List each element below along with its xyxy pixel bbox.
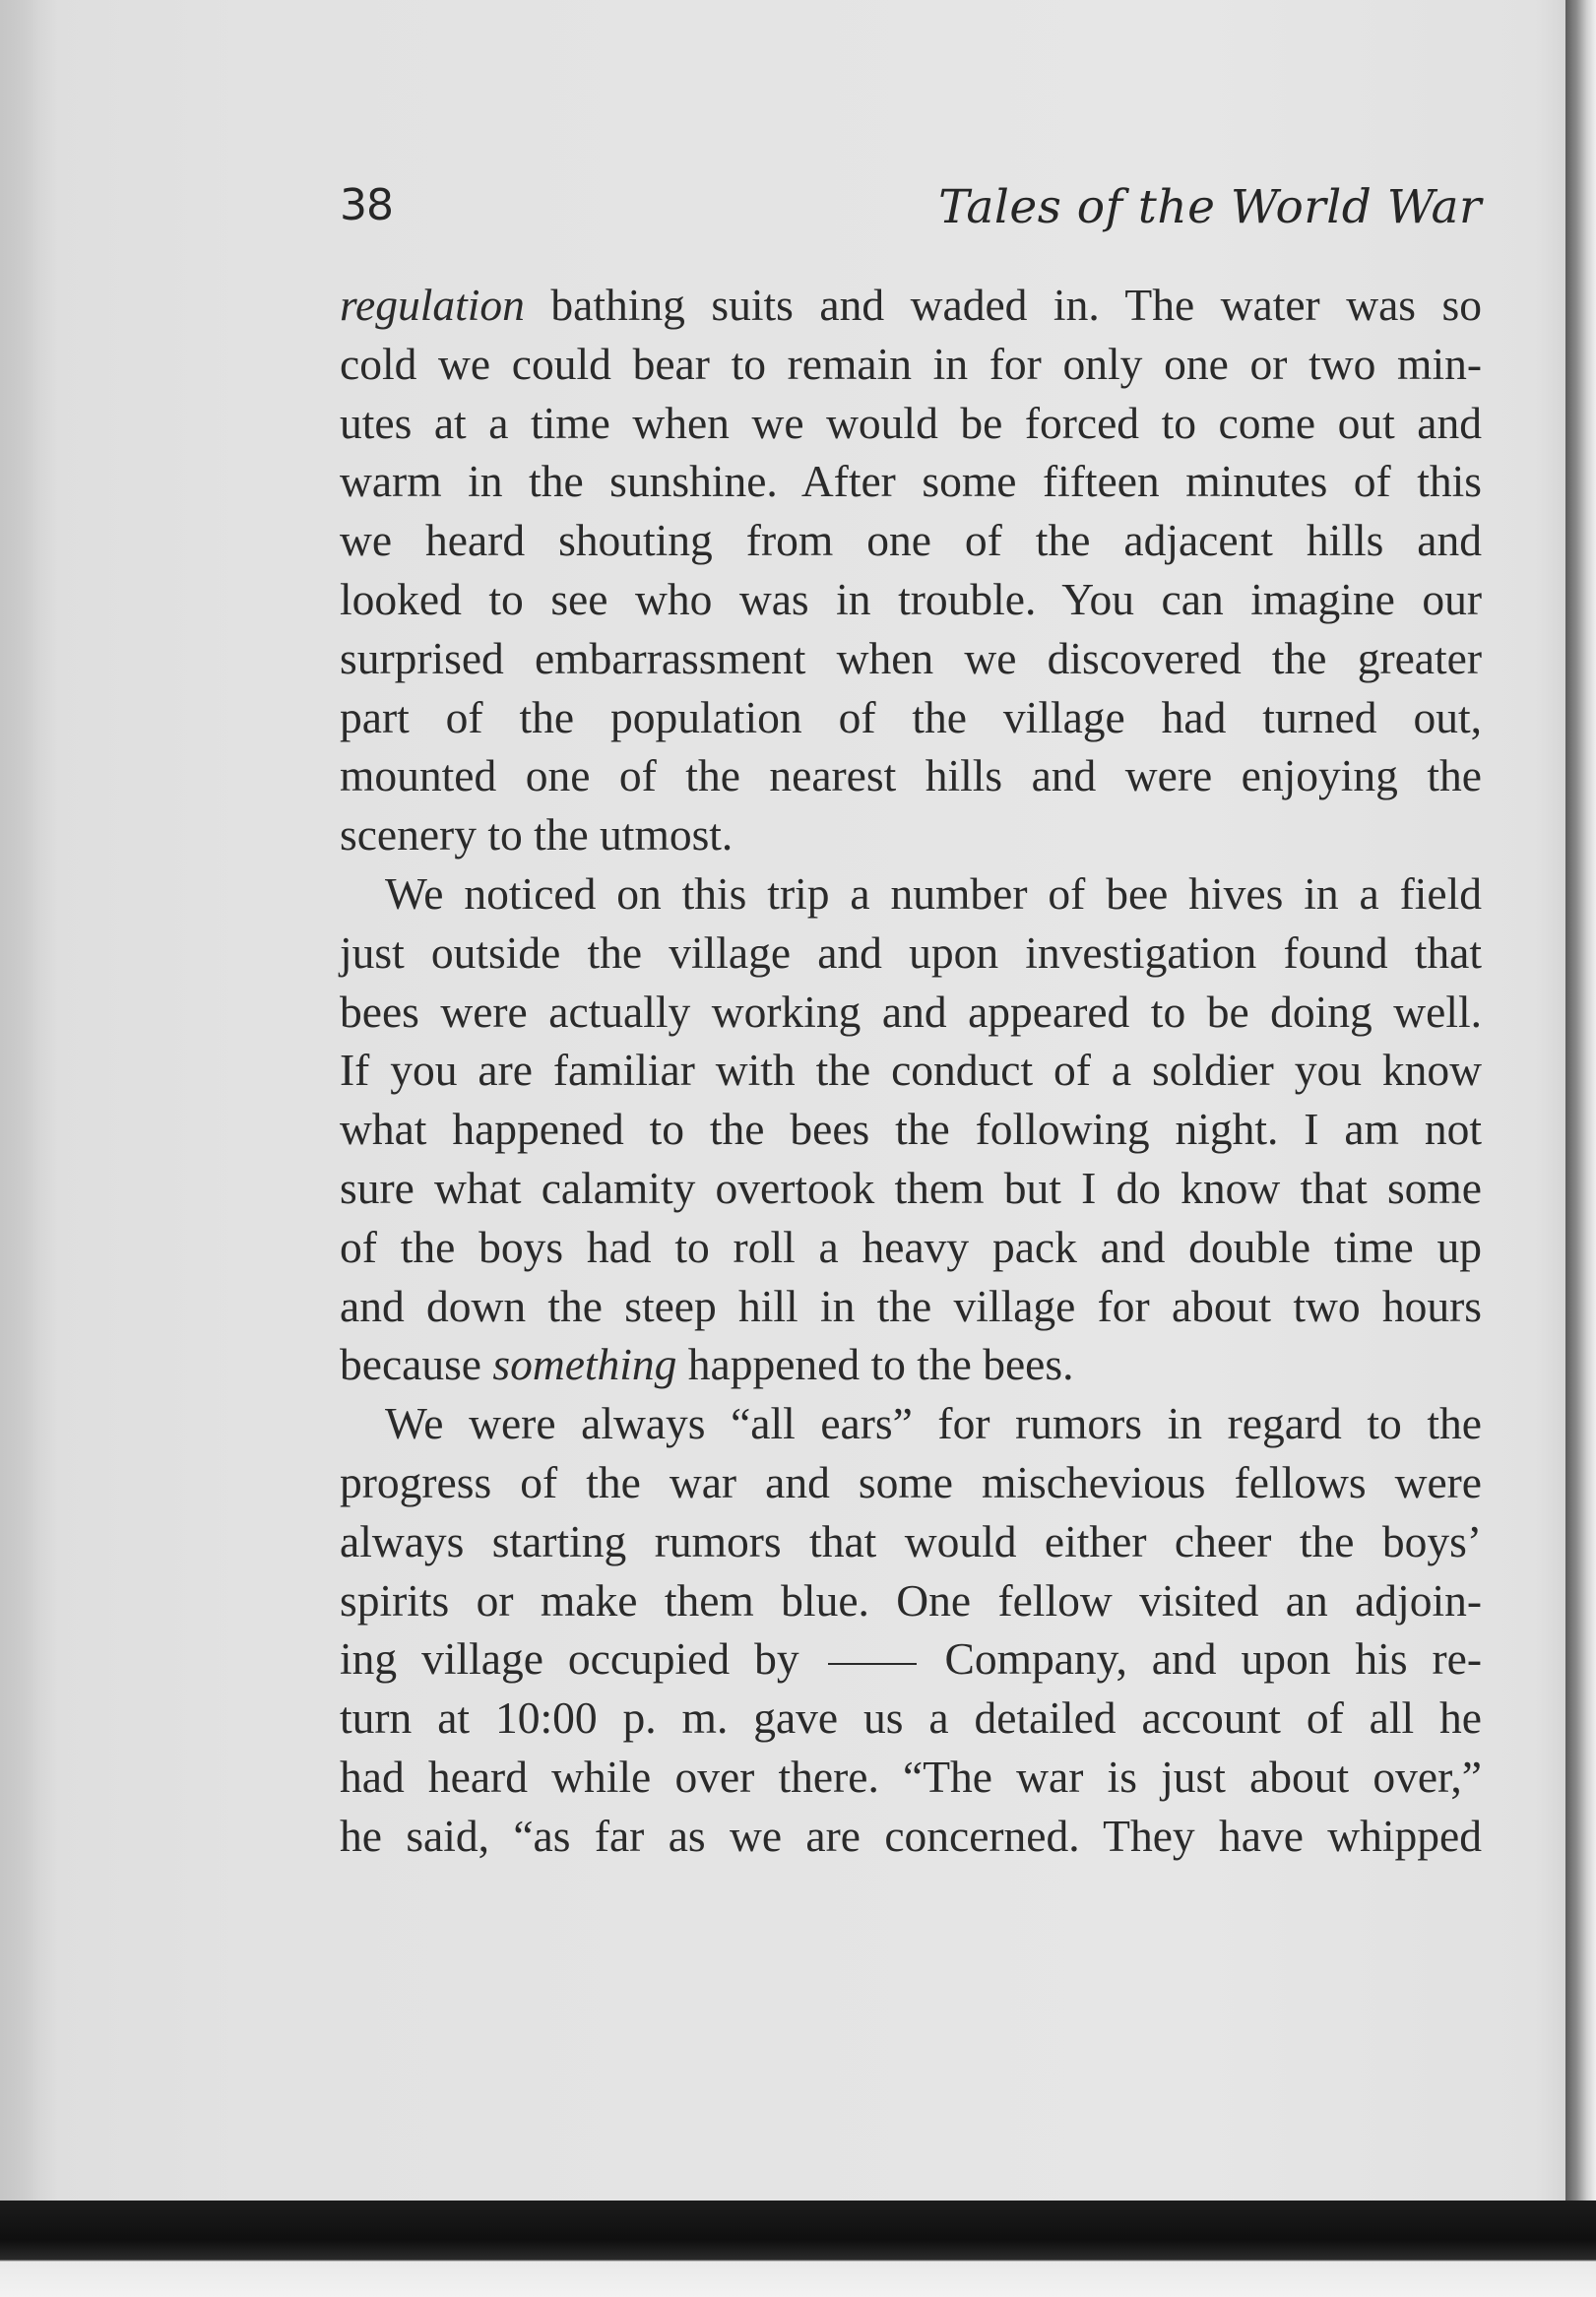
text-fragment: because [340, 1339, 493, 1390]
text-line: had heard while over there. “The war is just about over,” [340, 1751, 1482, 1802]
text-line: what happened to the bees the following night. I am not [340, 1104, 1482, 1155]
body-text [340, 276, 1482, 1866]
text-fragment: happened to the bees. [676, 1339, 1074, 1390]
page-number: 38 [340, 180, 393, 230]
text-line: of the boys had to roll a heavy pack and double time up [340, 1221, 1482, 1272]
text-line: progress of the war and some mischevious fellows were [340, 1456, 1482, 1507]
text-fragment: ing village occupied by [340, 1633, 824, 1685]
text-line: mounted one of the nearest hills and were enjoying the [340, 750, 1482, 801]
page-right-edge [1565, 0, 1596, 2201]
text-line: always starting rumors that would either cheer the boys’ [340, 1515, 1482, 1566]
text-line [340, 1335, 1482, 1394]
text-line [340, 276, 1482, 335]
text-line: bees were actually working and appeared to be doing well. [340, 986, 1482, 1037]
text-line: scenery to the utmost. [340, 809, 734, 861]
text-line: spirits or make them blue. One fellow visited an adjoin- [340, 1574, 1482, 1626]
text-line: he said, “as far as we are concerned. They have whipped [340, 1810, 1482, 1861]
book-title: Tales of the World War [938, 180, 1482, 234]
text-line: looked to see who was in trouble. You can imagine our [340, 573, 1482, 624]
text-line: we heard shouting from one of the adjacent hills and [340, 515, 1482, 566]
text-line: utes at a time when we would be forced to come out and [340, 397, 1482, 448]
redaction-dash [828, 1663, 917, 1665]
text-line: warm in the sunshine. After some fifteen minutes of this [340, 456, 1482, 507]
text-fragment: Company, and upon his re- [920, 1633, 1482, 1685]
text-line: part of the population of the village had turned out, [340, 691, 1482, 742]
text-fragment: bathing suits and waded in. The water was so [524, 280, 1482, 330]
text-line: just outside the village and upon investigation found that [340, 926, 1482, 978]
text-line: If you are familiar with the conduct of a soldier you know [340, 1045, 1482, 1096]
italic-word: something [492, 1339, 677, 1390]
text-line: surprised embarrassment when we discovered the greater [340, 632, 1482, 683]
italic-word: regulation [340, 280, 525, 330]
page-gutter-shadow [0, 0, 59, 2201]
text-line: We were always “all ears” for rumors in regard to the [385, 1398, 1482, 1449]
text-line: and down the steep hill in the village for about two hours [340, 1280, 1482, 1331]
text-line: We noticed on this trip a number of bee hives in a field [385, 867, 1482, 919]
text-line [340, 1629, 1482, 1689]
text-line: turn at 10:00 p. m. gave us a detailed account of all he [340, 1692, 1482, 1744]
running-head [340, 180, 1482, 239]
text-line: sure what calamity overtook them but I do know that some [340, 1162, 1482, 1213]
page-bottom-edge [0, 2201, 1596, 2297]
text-line: cold we could bear to remain in for only one or two min- [340, 338, 1482, 389]
